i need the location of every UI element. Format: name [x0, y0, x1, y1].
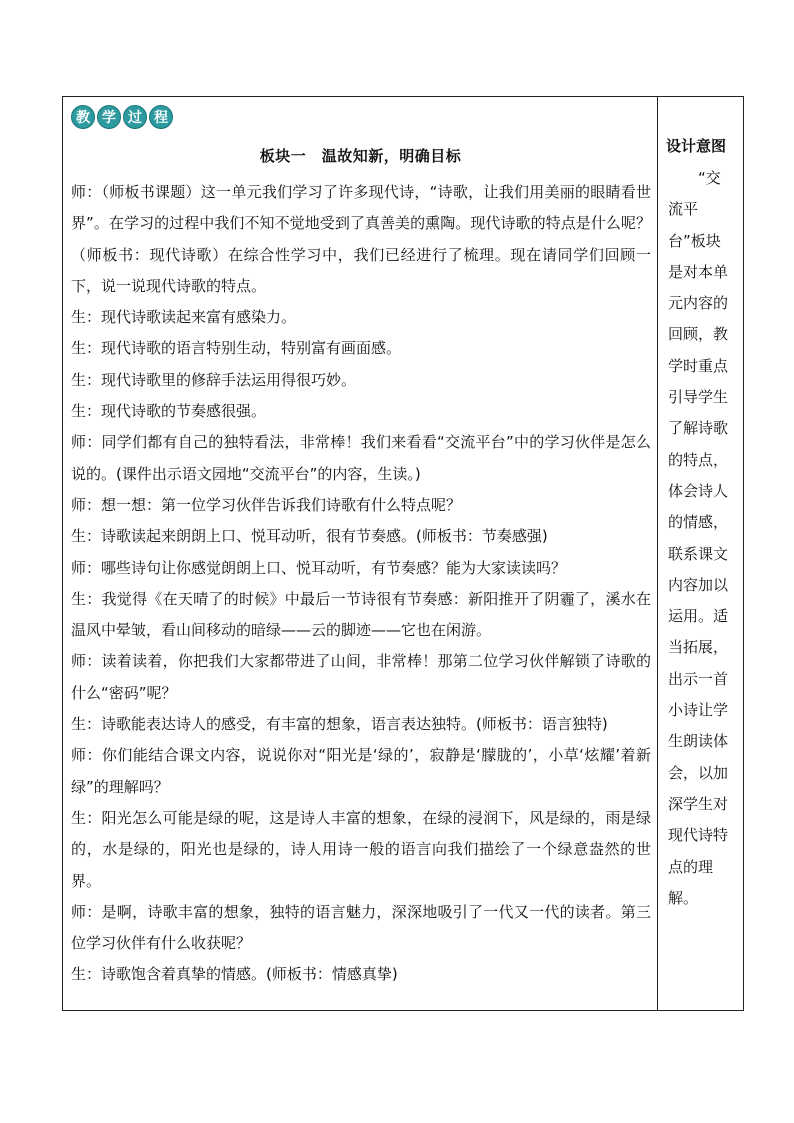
dialogue-paragraph: 师：是啊，诗歌丰富的想象，独特的语言魅力，深深地吸引了一代又一代的读者。第三位学习伙伴有什么收获呢？: [71, 902, 651, 953]
badge-char: 学: [97, 105, 121, 129]
dialogue-paragraph: 生：诗歌能表达诗人的感受，有丰富的想象，语言表达独特。(师板书：语言独特): [71, 715, 608, 734]
teaching-process-badge: [71, 105, 175, 131]
dialogue-paragraph: 生：现代诗歌里的修辞手法运用得很巧妙。: [71, 370, 357, 389]
dialogue-paragraph: 师：读着读着，你把我们大家都带进了山间，非常棒！那第二位学习伙伴解锁了诗歌的什么“密码”呢？: [71, 652, 651, 702]
dialogue-paragraph: 生：诗歌读起来朗朗上口、悦耳动听，很有节奏感。(师板书：节奏感强): [71, 527, 548, 546]
dialogue-paragraph: 生：诗歌饱含着真挚的情感。(师板书：情感真挚): [71, 965, 398, 984]
badge-char: 过: [123, 105, 147, 129]
dialogue-paragraph: 师：（师板书课题）这一单元我们学习了许多现代诗，“诗歌，让我们用美丽的眼睛看世界”。在学习的过程中我们不知不觉地受到了真善美的熏陶。现代诗歌的特点是什么呢？（师板书：现代诗歌）在综合性学习中，我们已经进行了梳理。现在请同学们回顾一下，说一说现代诗歌的特点。: [71, 183, 651, 295]
block-title: 板块一 温故知新，明确目标: [259, 147, 462, 165]
dialogue-paragraph: 师：同学们都有自己的独特看法，非常棒！我们来看看“交流平台”中的学习伙伴是怎么说的。(课件出示语文园地“交流平台”的内容，生读。): [71, 433, 651, 483]
dialogue-paragraph: 师：想一想：第一位学习伙伴告诉我们诗歌有什么特点呢？: [71, 495, 462, 514]
badge-char: 教: [71, 105, 95, 129]
dialogue-paragraph: 师：你们能结合课文内容，说说你对“阳光是‘绿的’，寂静是‘朦胧的’，小草‘炫耀’着新绿”的理解吗？: [71, 746, 651, 796]
design-intent-text: “交流平台”板块是对本单元内容的回顾，教学时重点引导学生了解诗歌的特点，体会诗人的情感，联系课文内容加以运用。适当拓展，出示一首小诗让学生朗读体会，以加深学生对现代诗特点的理解。: [668, 169, 729, 907]
lesson-table: [62, 96, 744, 1011]
teaching-process-cell: [63, 97, 658, 1010]
design-intent-title: 设计意图: [666, 137, 727, 155]
dialogue-paragraph: 生：现代诗歌的节奏感很强。: [71, 402, 267, 421]
design-intent-cell: [658, 97, 743, 1010]
dialogue-paragraph: 师：哪些诗句让你感觉朗朗上口、悦耳动听，有节奏感？能为大家读读吗？: [71, 558, 567, 577]
dialogue-paragraph: 生：现代诗歌读起来富有感染力。: [71, 308, 297, 327]
dialogue-text: [71, 177, 651, 991]
dialogue-paragraph: 生：现代诗歌的语言特别生动，特别富有画面感。: [71, 339, 402, 358]
badge-char: 程: [149, 105, 173, 129]
dialogue-paragraph: 生：阳光怎么可能是绿的呢，这是诗人丰富的想象，在绿的浸润下，风是绿的，雨是绿的，水是绿的，阳光也是绿的，诗人用诗一般的语言向我们描绘了一个绿意盎然的世界。: [71, 808, 651, 890]
dialogue-paragraph: 生：我觉得《在天晴了的时候》中最后一节诗很有节奏感：新阳推开了阴霾了，溪水在温风中晕皱，看山间移动的暗绿——云的脚迹——它也在闲游。: [71, 589, 651, 640]
